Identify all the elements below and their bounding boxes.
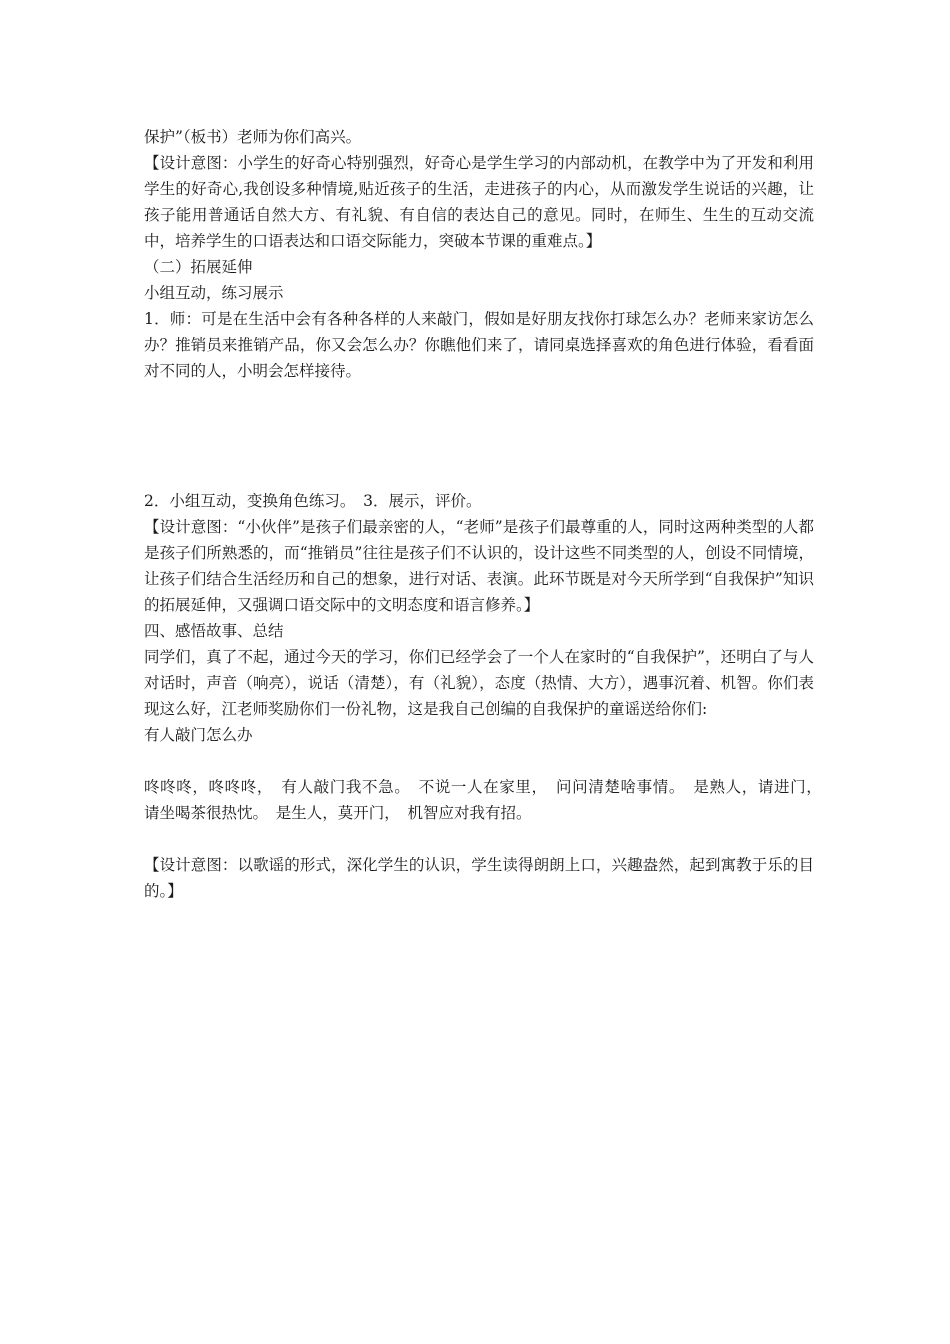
subheading-group-practice: 小组互动，练习展示 bbox=[144, 284, 284, 302]
design-intent-1: 【设计意图：小学生的好奇心特别强烈，好奇心是学生学习的内部动机，在教学中为了开发和利用学生的好奇心,我创设多种情境,贴近孩子的生活，走进孩子的内心，从而激发学生说话的兴趣，让孩子能用普通话自然大方、有礼貌、有自信的表达自己的意见。同时，在师生、生生的互动交流中，培养学生的口语表达和口语交际能力，突破本节课的重难点。】 bbox=[144, 154, 814, 250]
blank-line bbox=[144, 826, 814, 852]
paragraph-continuation: 保护”（板书）老师为你们高兴。 bbox=[144, 128, 362, 146]
step-2-3-paragraph: 2．小组互动，变换角色练习。 3．展示，评价。 bbox=[144, 492, 482, 510]
blank-space bbox=[144, 384, 814, 488]
blank-line bbox=[144, 748, 814, 774]
summary-paragraph: 同学们，真了不起，通过今天的学习，你们已经学会了一个人在家时的“自我保护”，还明白了与人对话时，声音（响亮），说话（清楚），有（礼貌），态度（热情、大方），遇事沉着、机智。你们表现这么好，江老师奖励你们一份礼物，这是我自己创编的自我保护的童谣送给你们: bbox=[144, 648, 814, 718]
rhyme-text: 咚咚咚，咚咚咚， 有人敲门我不急。 不说一人在家里， 问问清楚啥事情。 是熟人，请进门， 请坐喝茶很热忱。 是生人，莫开门， 机智应对我有招。 bbox=[144, 778, 830, 822]
design-intent-2: 【设计意图：“小伙伴”是孩子们最亲密的人，“老师”是孩子们最尊重的人，同时这两种类型的人都是孩子们所熟悉的，而“推销员”往往是孩子们不认识的，设计这些不同类型的人，创设不同情境，让孩子们结合生活经历和自己的想象，进行对话、表演。此环节既是对今天所学到“自我保护”知识的拓展延伸，又强调口语交际中的文明态度和语言修养。】 bbox=[144, 518, 814, 614]
section-heading-extension: （二）拓展延伸 bbox=[144, 258, 253, 276]
step-1-paragraph: 1．师：可是在生活中会有各种各样的人来敲门，假如是好朋友找你打球怎么办？老师来家访怎么办？推销员来推销产品，你又会怎么办？你瞧他们来了，请同桌选择喜欢的角色进行体验，看看面对不同的人，小明会怎样接待。 bbox=[144, 310, 814, 380]
rhyme-title: 有人敲门怎么办 bbox=[144, 726, 253, 744]
section-heading-summary: 四、感悟故事、总结 bbox=[144, 622, 284, 640]
design-intent-3: 【设计意图：以歌谣的形式，深化学生的认识，学生读得朗朗上口，兴趣盎然，起到寓教于乐的目的。】 bbox=[144, 856, 814, 900]
document-page bbox=[144, 124, 830, 904]
